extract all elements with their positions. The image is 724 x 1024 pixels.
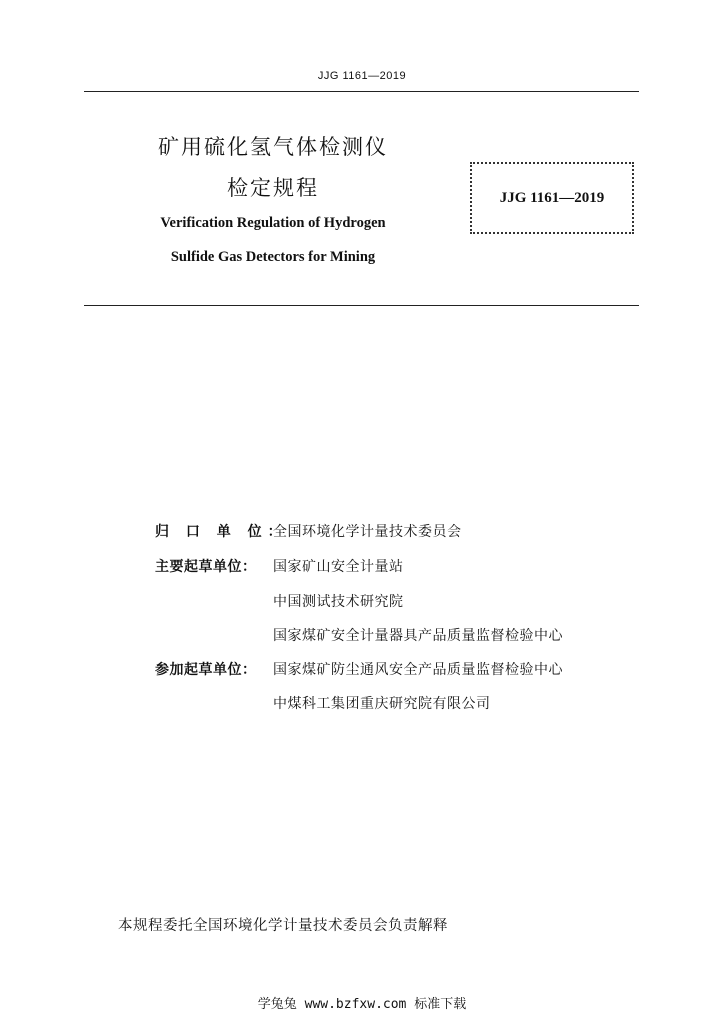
footer-watermark: 学兔兔 www.bzfxw.com 标准下载 — [257, 997, 467, 1012]
title-chinese-line2: 检定规程 — [227, 176, 319, 200]
standard-code-box — [470, 162, 634, 234]
row-guikou — [155, 521, 462, 541]
title-english-line1: Verification Regulation of Hydrogen — [160, 215, 386, 231]
guikou-value: 全国环境化学计量技术委员会 — [273, 524, 462, 540]
title-english-line2: Sulfide Gas Detectors for Mining — [170, 249, 376, 265]
main-drafter-1: 国家矿山安全计量站 — [273, 559, 404, 575]
participating-drafters-label: 参加起草单位： — [155, 662, 257, 678]
row-participating-drafters — [155, 659, 563, 679]
title-rule — [84, 305, 639, 306]
header-rule — [84, 91, 639, 92]
row-main-drafters — [155, 556, 404, 576]
title-chinese-line1: 矿用硫化氢气体检测仪 — [158, 135, 388, 159]
participating-drafter-1: 国家煤矿防尘通风安全产品质量监督检验中心 — [273, 662, 563, 678]
header-standard-code: JJG 1161—2019 — [317, 70, 407, 82]
guikou-label: 归 口 单 位： — [155, 524, 288, 540]
participating-drafter-2: 中煤科工集团重庆研究院有限公司 — [273, 696, 491, 712]
interpretation-note: 本规程委托全国环境化学计量技术委员会负责解释 — [118, 918, 448, 934]
main-drafter-2: 中国测试技术研究院 — [273, 594, 404, 610]
main-drafters-label: 主要起草单位： — [155, 559, 257, 575]
main-drafter-3: 国家煤矿安全计量器具产品质量监督检验中心 — [273, 628, 563, 644]
standard-code-text: JJG 1161—2019 — [499, 189, 605, 206]
